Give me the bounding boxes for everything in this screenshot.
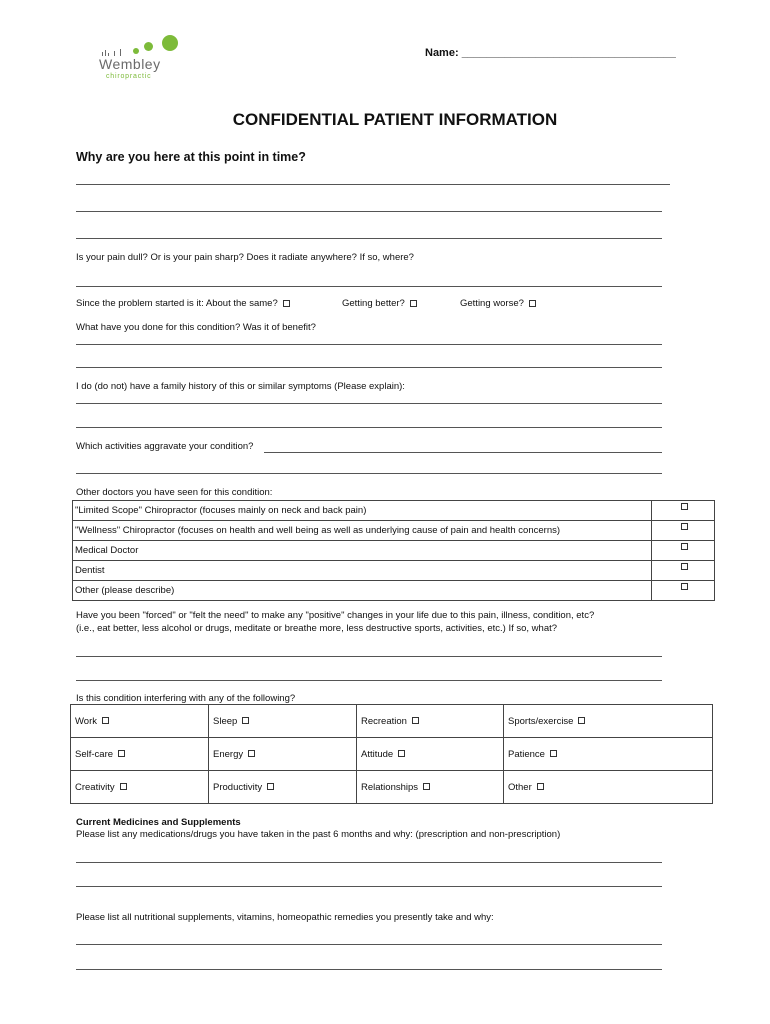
name-line[interactable]: ___________________________________ xyxy=(461,47,676,59)
checkbox[interactable] xyxy=(537,783,544,790)
checkbox[interactable] xyxy=(267,783,274,790)
doctors-label: Other doctors you have seen for this condition: xyxy=(76,487,273,498)
answer-line[interactable] xyxy=(264,452,662,453)
table-row: Work Sleep Recreation Sports/exercise xyxy=(71,705,713,738)
impact-label: Is this condition interfering with any of the following? xyxy=(76,693,296,704)
question-pain: Is your pain dull? Or is your pain sharp? Does it radiate anywhere? If so, where? xyxy=(76,252,414,263)
checkbox[interactable] xyxy=(681,563,688,570)
name-label: Name: xyxy=(425,47,459,59)
logo-subtitle: chiropractic xyxy=(106,73,152,80)
logo xyxy=(96,32,186,82)
answer-line[interactable] xyxy=(76,944,662,945)
answer-line[interactable] xyxy=(76,344,662,345)
impact-table xyxy=(70,704,713,804)
table-row: Medical Doctor xyxy=(73,541,715,561)
answer-line[interactable] xyxy=(76,862,662,863)
medicines-heading: Current Medicines and Supplements xyxy=(76,817,241,828)
answer-line[interactable] xyxy=(76,286,662,287)
checkbox[interactable] xyxy=(550,750,557,757)
answer-line[interactable] xyxy=(76,473,662,474)
checkbox[interactable] xyxy=(578,717,585,724)
answer-line[interactable] xyxy=(76,211,662,212)
answer-line[interactable] xyxy=(76,656,662,657)
page-title: CONFIDENTIAL PATIENT INFORMATION xyxy=(232,110,558,129)
logo-name: Wembley xyxy=(99,56,161,72)
checkbox[interactable] xyxy=(398,750,405,757)
since-getting-better: Getting better? xyxy=(342,298,417,309)
checkbox[interactable] xyxy=(529,300,536,307)
answer-line[interactable] xyxy=(76,184,670,185)
answer-line[interactable] xyxy=(76,238,662,239)
question-family-history: I do (do not) have a family history of this or similar symptoms (Please explain): xyxy=(76,381,405,392)
checkbox[interactable] xyxy=(410,300,417,307)
checkbox[interactable] xyxy=(283,300,290,307)
table-row: Other (please describe) xyxy=(73,581,715,601)
question-changes-examples: (i.e., eat better, less alcohol or drugs, meditate or breathe more, less destructive sports, activities, etc.) If so, what? xyxy=(76,623,558,634)
answer-line[interactable] xyxy=(76,886,662,887)
checkbox[interactable] xyxy=(681,583,688,590)
checkbox[interactable] xyxy=(423,783,430,790)
checkbox[interactable] xyxy=(248,750,255,757)
answer-line[interactable] xyxy=(76,680,662,681)
medicines-prompt: Please list any medications/drugs you have taken in the past 6 months and why: (prescription and non-prescription) xyxy=(76,829,561,840)
question-why-here: Why are you here at this point in time? xyxy=(76,150,306,164)
checkbox[interactable] xyxy=(120,783,127,790)
since-about-same: Since the problem started is it: About the same? xyxy=(76,298,290,309)
since-getting-worse: Getting worse? xyxy=(460,298,536,309)
table-row: Creativity Productivity Relationships Other xyxy=(71,771,713,804)
checkbox[interactable] xyxy=(102,717,109,724)
question-activities: Which activities aggravate your condition? xyxy=(76,441,254,452)
question-done: What have you done for this condition? Was it of benefit? xyxy=(76,322,316,333)
answer-line[interactable] xyxy=(76,367,662,368)
answer-line[interactable] xyxy=(76,403,662,404)
logo-bars-icon xyxy=(102,46,130,56)
answer-line[interactable] xyxy=(76,969,662,970)
checkbox[interactable] xyxy=(412,717,419,724)
name-field[interactable] xyxy=(425,47,676,59)
checkbox[interactable] xyxy=(681,503,688,510)
doctors-table xyxy=(72,500,715,601)
checkbox[interactable] xyxy=(118,750,125,757)
question-changes: Have you been "forced" or "felt the need" to make any "positive" changes in your life due to this pain, illness, condition, etc? xyxy=(76,610,595,621)
checkbox[interactable] xyxy=(681,543,688,550)
table-row: "Limited Scope" Chiropractor (focuses mainly on neck and back pain) xyxy=(73,501,715,521)
table-row: "Wellness" Chiropractor (focuses on health and well being as well as underlying cause of pain and health concerns) xyxy=(73,521,715,541)
answer-line[interactable] xyxy=(76,427,662,428)
table-row: Dentist xyxy=(73,561,715,581)
checkbox[interactable] xyxy=(681,523,688,530)
table-row: Self-care Energy Attitude Patience xyxy=(71,738,713,771)
checkbox[interactable] xyxy=(242,717,249,724)
question-supplements: Please list all nutritional supplements, vitamins, homeopathic remedies you presently take and why: xyxy=(76,912,494,923)
